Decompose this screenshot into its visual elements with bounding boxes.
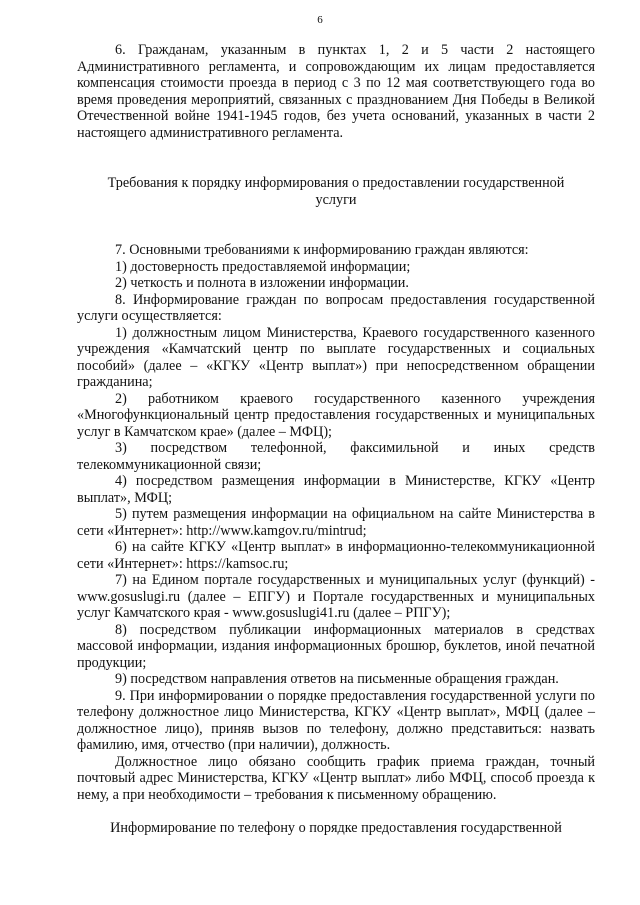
paragraph-9-continued: Должностное лицо обязано сообщить график приема граждан, точный почтовый адрес Министерства, КГКУ «Центр выплат» либо МФЦ, способ проезда к нему, а при необходимости – требования к письменному обращению.: [77, 753, 595, 803]
paragraph-8-item-2: 2) работником краевого государственного казенного учреждения «Многофункциональный центр предоставления государственных и муниципальных услуг в Камчатском крае» (далее – МФЦ);: [77, 390, 595, 440]
page-number: 6: [317, 14, 323, 26]
spacer: [77, 225, 595, 242]
section-heading-informing-requirements: Требования к порядку информирования о предоставлении государственной услуги: [107, 175, 565, 208]
document-body: [77, 42, 595, 837]
paragraph-6: 6. Гражданам, указанным в пунктах 1, 2 и 5 части 2 настоящего Административного регламента, и сопровождающим их лицам предоставляется компенсация стоимости проезда в период с 3 по 12 мая соответствующего года во время проведения мероприятий, связанных с празднованием Дня Победы в Великой Отечественной войне 1941-1945 годов, без учета оснований, указанных в части 2 настоящего административного регламента.: [77, 42, 595, 141]
paragraph-9: 9. При информировании о порядке предоставления государственной услуги по телефону должностное лицо Министерства, КГКУ «Центр выплат», МФЦ (далее – должностное лицо), приняв вызов по телефону, должно представиться: назвать фамилию, имя, отчество (при наличии), должность.: [77, 687, 595, 753]
section-heading-phone-informing: Информирование по телефону о порядке предоставления государственной: [110, 820, 562, 836]
paragraph-8-item-8: 8) посредством публикации информационных материалов в средствах массовой информации, издания информационных брошюр, буклетов, иной печатной продукции;: [77, 621, 595, 671]
spacer: [77, 208, 595, 225]
paragraph-8-item-6: 6) на сайте КГКУ «Центр выплат» в информационно-телекоммуникационной сети «Интернет»: https://kamsoc.ru;: [77, 539, 595, 572]
spacer: [77, 158, 595, 175]
paragraph-8-item-5: 5) путем размещения информации на официальном на сайте Министерства в сети «Интернет»: http://www.kamgov.ru/mintrud;: [77, 506, 595, 539]
paragraph-7-item-2: 2) четкость и полнота в изложении информации.: [115, 275, 409, 291]
paragraph-8-item-3: 3) посредством телефонной, факсимильной и иных средств телекоммуникационной связи;: [77, 440, 595, 473]
spacer: [77, 141, 595, 158]
paragraph-7-item-1: 1) достоверность предоставляемой информации;: [115, 258, 411, 275]
paragraph-8: 8. Информирование граждан по вопросам предоставления государственной услуги осуществляется:: [77, 291, 595, 324]
paragraph-8-item-1: 1) должностным лицом Министерства, Краевого государственного казенного учреждения «Камчатский центр по выплате государственных и социальных пособий» (далее – «КГКУ «Центр выплат») при непосредственном обращении гражданина;: [77, 324, 595, 390]
paragraph-7: 7. Основными требованиями к информированию граждан являются:: [115, 242, 529, 258]
paragraph-8-item-9: 9) посредством направления ответов на письменные обращения граждан.: [115, 671, 559, 687]
paragraph-8-item-4: 4) посредством размещения информации в Министерстве, КГКУ «Центр выплат», МФЦ;: [77, 473, 595, 506]
spacer: [77, 803, 595, 820]
paragraph-8-item-7: 7) на Едином портале государственных и муниципальных услуг (функций) - www.gosuslugi.ru (далее – ЕПГУ) и Портале государственных и муниципальных услуг Камчатского края - www.gosuslugi41.ru (далее – РПГУ);: [77, 572, 595, 621]
